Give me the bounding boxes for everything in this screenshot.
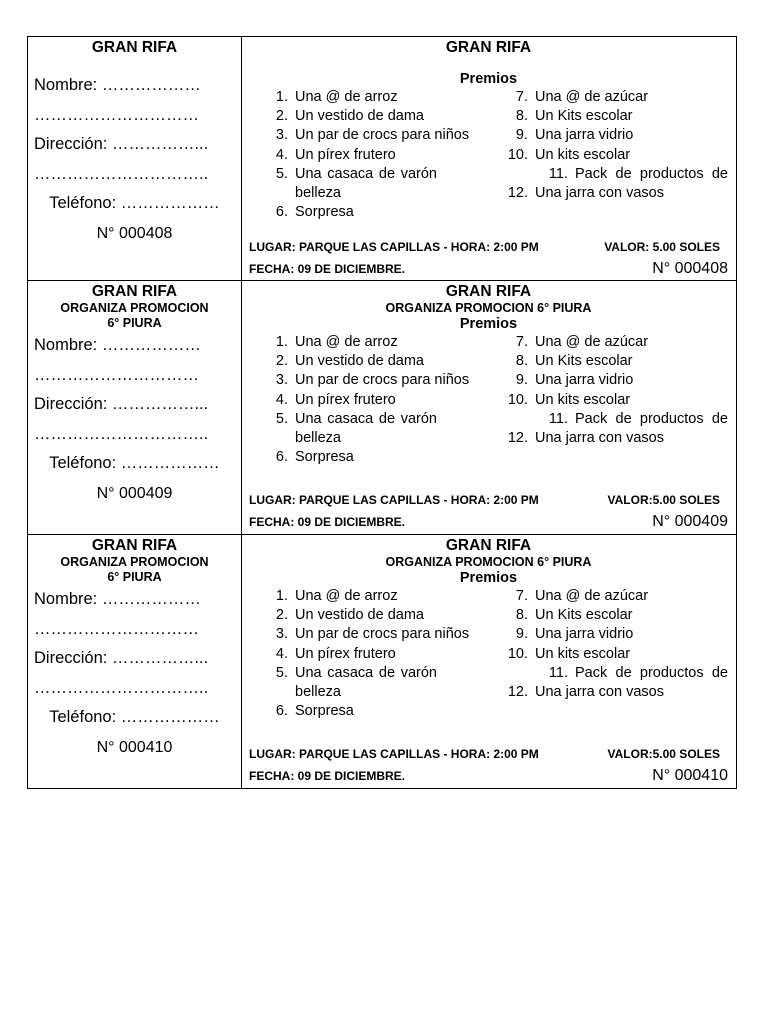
prize-number: 12. [507, 185, 528, 202]
prize-number [249, 184, 295, 203]
prize-text: Sorpresa [295, 703, 354, 720]
prize-text: Un kits escolar [535, 146, 631, 163]
nombre-field: Nombre: ……………… [34, 76, 201, 94]
prize-item [495, 391, 728, 410]
prize-text: Una @ de arroz [295, 334, 398, 350]
prize-item [495, 587, 728, 606]
prize-column-right [495, 587, 728, 721]
prize-item [249, 107, 495, 126]
prize-number: 10. [507, 645, 528, 662]
prize-item [249, 683, 495, 702]
ticket-footer [249, 236, 728, 280]
prize-text: Un vestido de dama [295, 108, 424, 125]
prize-item [249, 702, 495, 721]
prize-text: Una jarra con vasos [535, 185, 664, 202]
nombre-field: Nombre: ……………… [34, 336, 201, 354]
ticket-stub [28, 535, 242, 788]
prize-item [249, 429, 495, 448]
prize-text: Un par de crocs para niños [295, 372, 470, 389]
prize-item [249, 391, 495, 410]
prize-item [249, 184, 495, 203]
prize-item [249, 587, 495, 606]
prize-number: 12. [507, 684, 528, 701]
nombre-line: ………………………… [34, 365, 199, 384]
prize-number: 9. [515, 626, 528, 643]
prize-item [495, 88, 728, 107]
nombre-field: Nombre: ……………… [34, 590, 201, 608]
prize-text: belleza [295, 430, 341, 447]
prize-text: Un pírex frutero [295, 146, 396, 163]
footer-ticket-number: N° 000408 [652, 260, 728, 277]
prize-number: 3. [275, 626, 288, 643]
prize-number: 7. [515, 89, 528, 105]
ticket-main [242, 37, 736, 280]
prize-number [249, 683, 295, 702]
prize-text: Un par de crocs para niños [295, 127, 470, 144]
main-organizer: ORGANIZA PROMOCION 6° PIURA [385, 301, 592, 315]
prize-item [249, 352, 495, 371]
prize-item [495, 625, 728, 644]
telefono-field: Teléfono: ……………… [49, 708, 220, 726]
prize-number: 10. [507, 146, 528, 163]
prize-number: 9. [515, 372, 528, 389]
prize-text: Una @ de azúcar [535, 588, 649, 604]
prize-number: 11. [548, 664, 568, 681]
prize-item [495, 645, 728, 664]
main-organizer: ORGANIZA PROMOCION 6° PIURA [385, 555, 592, 569]
telefono-field: Teléfono: ……………… [49, 454, 220, 472]
prize-number: 4. [275, 645, 288, 662]
main-title: GRAN RIFA [445, 283, 532, 300]
main-title: GRAN RIFA [445, 537, 532, 554]
prize-number: 3. [275, 372, 288, 389]
prize-item [249, 146, 495, 165]
prize-text: Una jarra con vasos [535, 684, 664, 701]
prize-number [249, 429, 295, 448]
nombre-line: ………………………… [34, 619, 199, 638]
prize-item [495, 333, 728, 352]
prize-number: 8. [515, 108, 528, 125]
prize-item [249, 333, 495, 352]
prize-text: Una @ de azúcar [535, 334, 649, 350]
prize-text: Sorpresa [295, 449, 354, 466]
prize-item [495, 410, 728, 429]
prize-item [495, 683, 728, 702]
prize-column-left [249, 333, 495, 467]
prize-number: 6. [275, 449, 288, 466]
footer-ticket-number: N° 000410 [652, 767, 728, 784]
prize-item [249, 664, 495, 683]
prize-item [249, 203, 495, 222]
prize-text: Una jarra vidrio [535, 626, 634, 643]
prize-column-right [495, 333, 728, 467]
prize-item [249, 448, 495, 467]
prize-number: 5. [275, 165, 288, 182]
prize-text: Una @ de arroz [295, 588, 398, 604]
prize-number: 1. [275, 588, 288, 604]
prize-text: Un vestido de dama [295, 353, 424, 370]
prize-item [495, 184, 728, 203]
prize-text: Una jarra vidrio [535, 127, 634, 144]
prize-text: Sorpresa [295, 204, 354, 221]
footer-line-2 [249, 258, 728, 280]
prize-number: 5. [275, 664, 288, 681]
prize-number: 9. [515, 127, 528, 144]
prize-text: Pack de productos de [575, 664, 728, 681]
prize-number: 6. [275, 204, 288, 221]
prize-number: 11. [548, 410, 568, 427]
prize-text: Un pírex frutero [295, 391, 396, 408]
main-title: GRAN RIFA [445, 39, 532, 56]
prize-item [495, 606, 728, 625]
lugar-hora-text: LUGAR: PARQUE LAS CAPILLAS - HORA: 2:00 PM [249, 747, 539, 761]
prize-number: 6. [275, 703, 288, 720]
prize-text: Una jarra vidrio [535, 372, 634, 389]
stub-ticket-number: N° 000408 [96, 224, 173, 242]
prize-number: 7. [515, 588, 528, 604]
stub-ticket-number: N° 000410 [96, 738, 173, 756]
prize-number: 2. [275, 353, 288, 370]
prize-column-left [249, 88, 495, 222]
stub-title: GRAN RIFA [91, 283, 178, 300]
prize-text: Un Kits escolar [535, 108, 633, 125]
prize-text: Un kits escolar [535, 645, 631, 662]
prize-item [249, 371, 495, 390]
premios-heading: Premios [459, 71, 518, 87]
fecha-text: FECHA: 09 DE DICIEMBRE. [249, 769, 406, 783]
telefono-field: Teléfono: ……………… [49, 194, 220, 212]
prize-item [495, 126, 728, 145]
ticket-main [242, 535, 736, 788]
prize-text: Un Kits escolar [535, 607, 633, 624]
prize-item [249, 126, 495, 145]
prize-text: Un par de crocs para niños [295, 626, 470, 643]
prize-number: 4. [275, 391, 288, 408]
prize-column-right [495, 88, 728, 222]
prize-text: Una casaca de varón [295, 664, 437, 681]
direccion-line: ………………………….. [34, 678, 209, 697]
valor-text: VALOR:5.00 SOLES [607, 747, 720, 761]
prize-item [495, 664, 728, 683]
prize-number: 1. [275, 89, 288, 105]
direccion-field: Dirección: ……………... [34, 135, 209, 153]
fecha-text: FECHA: 09 DE DICIEMBRE. [249, 262, 406, 276]
prize-number: 8. [515, 607, 528, 624]
raffle-sheet [27, 36, 737, 789]
ticket-stub [28, 37, 242, 280]
footer-line-2 [249, 511, 728, 533]
stub-ticket-number: N° 000409 [96, 484, 173, 502]
prize-item [249, 410, 495, 429]
prize-number: 5. [275, 410, 288, 427]
footer-line-1 [249, 236, 728, 258]
valor-text: VALOR: 5.00 SOLES [604, 240, 720, 254]
prize-column-left [249, 587, 495, 721]
prize-item [495, 371, 728, 390]
raffle-ticket [27, 281, 737, 535]
prize-text: Una jarra con vasos [535, 430, 664, 447]
raffle-ticket [27, 535, 737, 789]
prize-text: Una @ de azúcar [535, 89, 649, 105]
stub-title: GRAN RIFA [91, 537, 178, 554]
prize-number: 10. [507, 391, 528, 408]
footer-line-1 [249, 489, 728, 511]
prize-number: 12. [507, 430, 528, 447]
ticket-stub [28, 281, 242, 534]
prize-number: 4. [275, 146, 288, 163]
prize-text: Un vestido de dama [295, 607, 424, 624]
prize-text: Pack de productos de [575, 165, 728, 182]
prize-number: 1. [275, 334, 288, 350]
prize-item [249, 625, 495, 644]
footer-line-2 [249, 765, 728, 787]
prize-item [495, 352, 728, 371]
prize-number: 2. [275, 607, 288, 624]
lugar-hora-text: LUGAR: PARQUE LAS CAPILLAS - HORA: 2:00 PM [249, 493, 539, 507]
ticket-footer [249, 743, 728, 787]
direccion-field: Dirección: ……………... [34, 395, 209, 413]
prize-number: 11. [548, 165, 568, 182]
prize-number: 3. [275, 127, 288, 144]
stub-title: GRAN RIFA [91, 39, 178, 56]
stub-organizer: ORGANIZA PROMOCION 6° PIURA [60, 301, 209, 330]
footer-line-1 [249, 743, 728, 765]
prize-text: belleza [295, 185, 341, 202]
prize-text: Pack de productos de [575, 410, 728, 427]
prize-item [495, 107, 728, 126]
prize-item [495, 429, 728, 448]
prize-item [495, 165, 728, 184]
prize-item [249, 606, 495, 625]
prize-text: Una @ de arroz [295, 89, 398, 105]
premios-heading: Premios [459, 570, 518, 586]
prize-item [249, 88, 495, 107]
prize-text: Una casaca de varón [295, 410, 437, 427]
prize-number: 2. [275, 108, 288, 125]
prize-item [249, 645, 495, 664]
prize-text: Una casaca de varón [295, 165, 437, 182]
prize-number: 8. [515, 353, 528, 370]
prize-text: belleza [295, 684, 341, 701]
prize-text: Un kits escolar [535, 391, 631, 408]
stub-organizer: ORGANIZA PROMOCION 6° PIURA [60, 555, 209, 584]
prize-list [249, 88, 728, 222]
ticket-footer [249, 489, 728, 533]
prize-item [249, 165, 495, 184]
prize-list [249, 333, 728, 467]
premios-heading: Premios [459, 316, 518, 332]
direccion-line: ………………………….. [34, 164, 209, 183]
prize-list [249, 587, 728, 721]
ticket-main [242, 281, 736, 534]
direccion-field: Dirección: ……………... [34, 649, 209, 667]
footer-ticket-number: N° 000409 [652, 513, 728, 530]
prize-item [495, 146, 728, 165]
raffle-ticket [27, 36, 737, 281]
direccion-line: ………………………….. [34, 424, 209, 443]
valor-text: VALOR:5.00 SOLES [607, 493, 720, 507]
fecha-text: FECHA: 09 DE DICIEMBRE. [249, 515, 406, 529]
prize-text: Un pírex frutero [295, 645, 396, 662]
nombre-line: ………………………… [34, 105, 199, 124]
lugar-hora-text: LUGAR: PARQUE LAS CAPILLAS - HORA: 2:00 PM [249, 240, 539, 254]
prize-text: Un Kits escolar [535, 353, 633, 370]
prize-number: 7. [515, 334, 528, 350]
